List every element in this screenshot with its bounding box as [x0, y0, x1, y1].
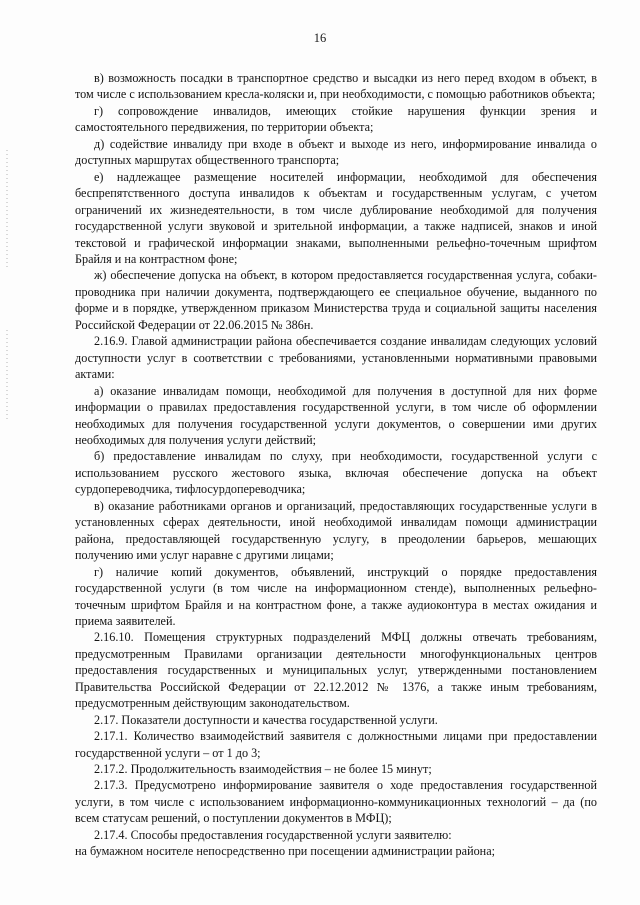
paragraph-item-b: б) предоставление инвалидам по слуху, при необходимости, государственной услуги с использованием русского жестового языка, включая обеспечение допуска на объект сурдопереводчика, тифлосурдопереводчика;	[75, 449, 597, 497]
paragraph-2-17: 2.17. Показатели доступности и качества государственной услуги.	[94, 712, 438, 727]
paragraph-2-17-3: 2.17.3. Предусмотрено информирование заявителя о ходе предоставления государственной услуги, в том числе с использованием информационно-коммуникационных технологий – да (по всем статусам решений, о поступлении документов в МФЦ);	[75, 778, 597, 826]
paragraph-paper-method: на бумажном носителе непосредственно при посещении администрации района;	[75, 844, 495, 859]
paragraph-item-v: в) возможность посадки в транспортное средство и высадки из него перед входом в объект, в том числе с использованием кресла-коляски и, при необходимости, с помощью работников объекта;	[75, 71, 597, 102]
paragraph-item-g-2: г) наличие копий документов, объявлений, инструкций о порядке предоставления государственной услуги (в том числе на информационном стенде), выполненных рельефно-точечным шрифтом Брайля и на контрастном фоне, а также аудиоконтура в местах ожидания и приема заявителей.	[75, 564, 597, 628]
paragraph-2-17-4: 2.17.4. Способы предоставления государственной услуги заявителю:	[94, 827, 452, 842]
scan-margin-artifact	[6, 330, 8, 420]
paragraph-2-17-1: 2.17.1. Количество взаимодействий заявителя с должностными лицами при предоставлении государственной услуги – от 1 до 3;	[75, 729, 597, 760]
paragraph-item-a: а) оказание инвалидам помощи, необходимой для получения в доступной для них форме информации о правилах предоставления государственной услуги, в том числе об оформлении необходимых для получения государственной услуги документов, о совершении ими других необходимых для получения услуги действий;	[75, 383, 597, 447]
paragraph-2-17-2: 2.17.2. Продолжительность взаимодействия – не более 15 минут;	[94, 762, 432, 777]
scan-margin-artifact	[6, 150, 8, 270]
paragraph-2-16-10: 2.16.10. Помещения структурных подразделений МФЦ должны отвечать требованиям, предусмотренным Правилами организации деятельности многофункциональных центров предоставления государственных и муниципальных услуг, утвержденными постановлением Правительства Российской Федерации от 22.12.2012 № 1376, а также иным требованиям, предусмотренным действующим законодательством.	[75, 630, 597, 711]
paragraph-item-zh: ж) обеспечение допуска на объект, в котором предоставляется государственная услуга, собаки-проводника при наличии документа, подтверждающего ее специальное обучение, выданного по форме и в порядке, утвержденном приказом Министерства труда и социальной защиты населения Российской Федерации от 22.06.2015 № 386н.	[75, 268, 597, 332]
paragraph-2-16-9: 2.16.9. Главой администрации района обеспечивается создание инвалидам следующих условий доступности услуг в соответствии с требованиями, установленными нормативными правовыми актами:	[75, 334, 597, 382]
page-number: 16	[313, 31, 327, 45]
document-body	[75, 70, 597, 860]
paragraph-item-e: е) надлежащее размещение носителей информации, необходимой для обеспечения беспрепятственного доступа инвалидов к объектам и государственным услугам, с учетом ограничений их жизнедеятельности, в том числе дублирование необходимой для получения государственной услуги звуковой и зрительной информации, а также надписей, знаков и иной текстовой и графической информации знаками, выполненными рельефно-точечным шрифтом Брайля и на контрастном фоне;	[75, 169, 597, 266]
paragraph-item-g: г) сопровождение инвалидов, имеющих стойкие нарушения функции зрения и самостоятельного передвижения, по территории объекта;	[75, 103, 597, 135]
paragraph-item-d: д) содействие инвалиду при входе в объект и выходе из него, информирование инвалида о доступных маршрутах общественного транспорта;	[75, 136, 597, 168]
paragraph-item-v-2: в) оказание работниками органов и организаций, предоставляющих государственные услуги в установленных сферах деятельности, иной необходимой инвалидам помощи администрации района, предоставляющей государственную услугу, в преодолении барьеров, мешающих получению ими услуг наравне с другими лицами;	[75, 498, 597, 563]
